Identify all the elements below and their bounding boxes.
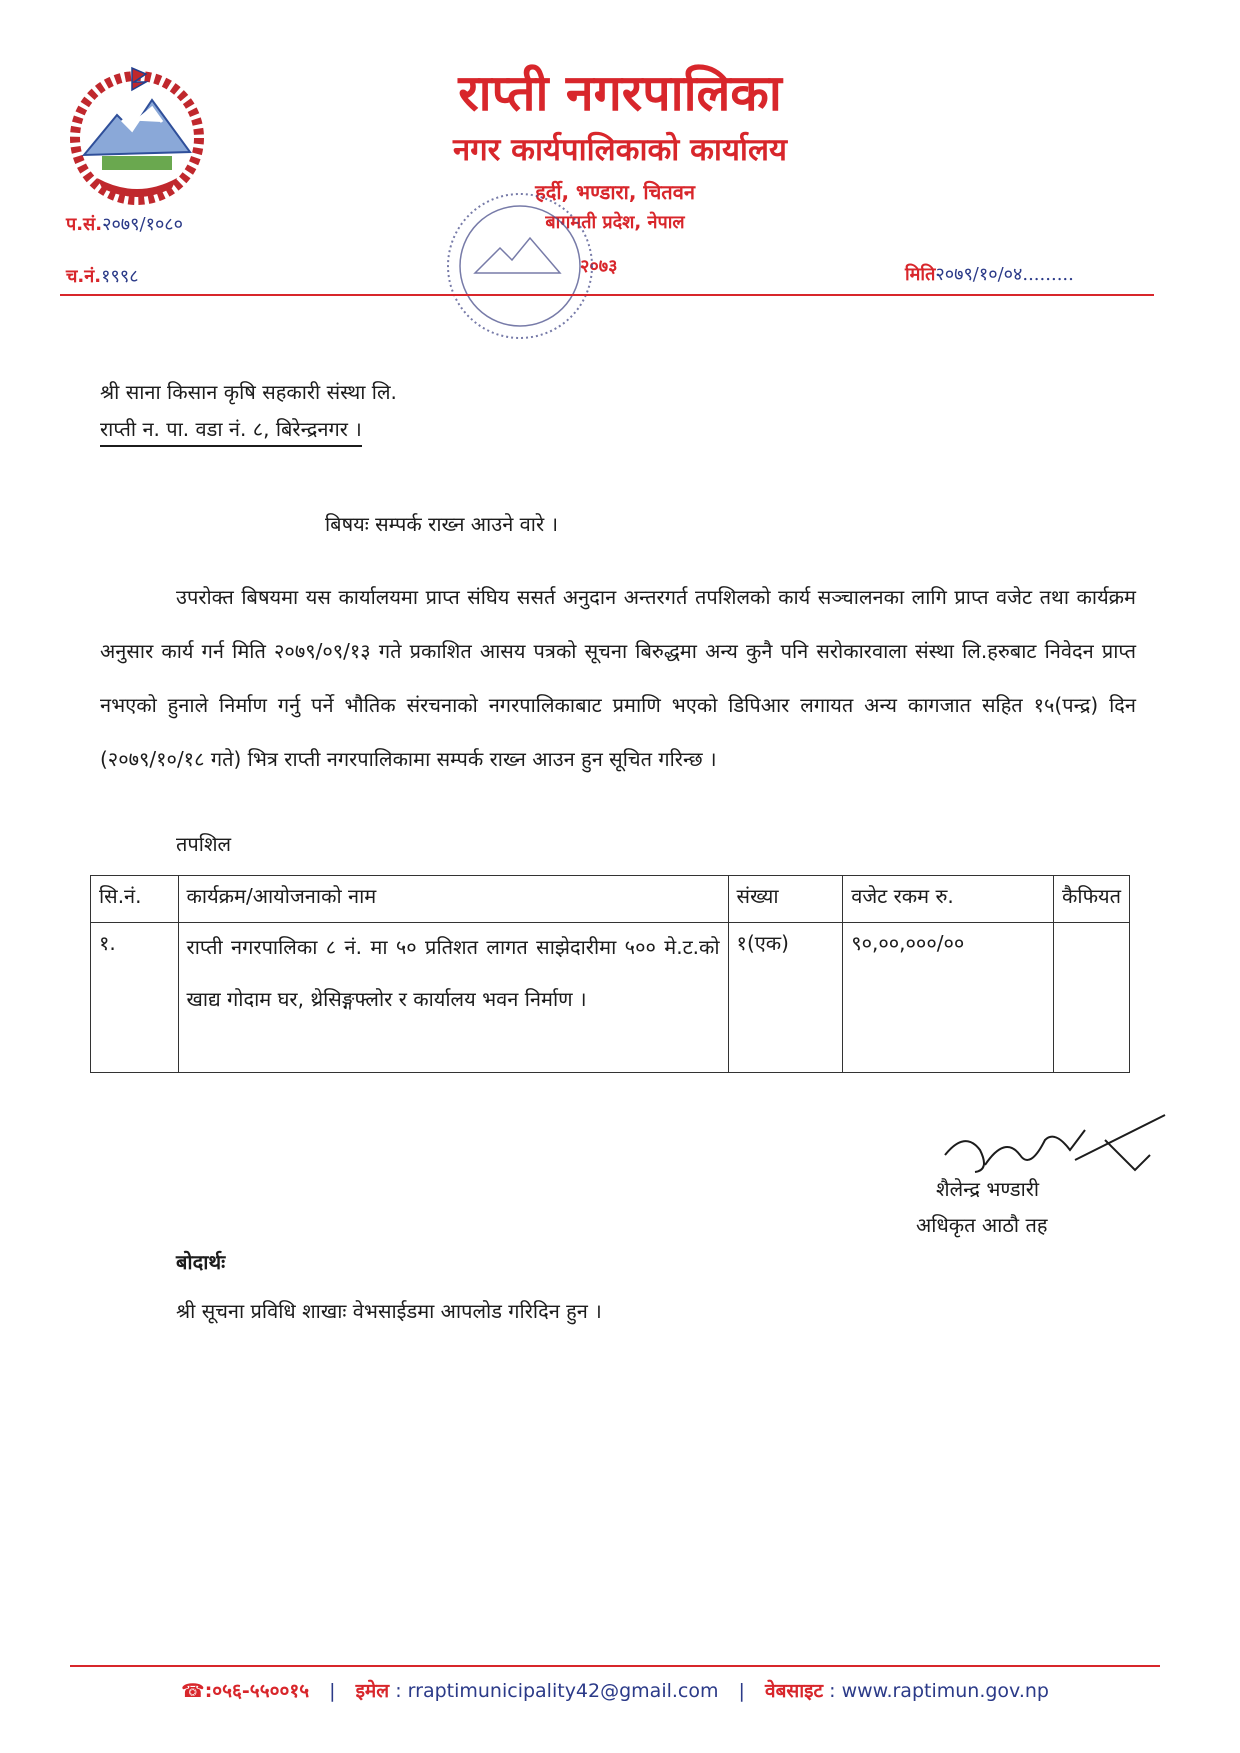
header-serial-number: सि.नं. bbox=[91, 876, 179, 923]
office-name: नगर कार्यपालिकाको कार्यालय bbox=[453, 132, 787, 168]
address-line-2: बागमती प्रदेश, नेपाल bbox=[545, 212, 685, 233]
cc-text: श्री सूचना प्रविधि शाखाः वेभसाईडमा आपलोड गरिदिन हुन । bbox=[176, 1299, 602, 1323]
footer-divider bbox=[70, 1665, 1160, 1667]
footer-email: : rraptimunicipality42@gmail.com bbox=[395, 1680, 719, 1702]
letter-subject: बिषयः सम्पर्क राख्न आउने वारे । bbox=[325, 512, 559, 536]
header-project-name: कार्यक्रम/आयोजनाको नाम bbox=[178, 876, 728, 923]
project-name-text: राप्ती नगरपालिका ८ नं. मा ५० प्रतिशत लागत साझेदारीमा ५०० मे.ट.को खाद्य गोदाम घर, थ्रेसिङ्गफ्लोर र कार्यालय भवन निर्माण । bbox=[186, 935, 720, 1011]
header-remarks: कैफियत bbox=[1054, 876, 1130, 923]
cell-project-name bbox=[178, 923, 728, 1073]
recipient-address: राप्ती न. पा. वडा नं. ८, बिरेन्द्रनगर । bbox=[100, 415, 362, 447]
letter-body-text: उपरोक्त बिषयमा यस कार्यालयमा प्राप्त संघिय ससर्त अनुदान अन्तरगर्त तपशिलको कार्य सञ्चालनका लागि प्राप्त वजेट तथा कार्यक्रम अनुसार कार्य गर्न मिति २०७९/०९/१३ गते प्रकाशित आसय पत्रको सूचना बिरुद्धमा अन्य कुनै पनि सरोकारवाला संस्था लि.हरुबाट निवेदन प्राप्त नभएको हुनाले निर्माण गर्नु पर्ने भौतिक संरचनाको नगरपालिकाबाट प्रमाणि भएको डिपिआर लगायत अन्य कागजात सहित १५(पन्द्र) दिन (२०७९/१०/१८ गते) भित्र राप्ती नगरपालिकामा सम्पर्क राख्न आउन हुन सूचित गरिन्छ । bbox=[100, 585, 1136, 771]
nepal-emblem-logo bbox=[62, 60, 212, 210]
cell-budget: ९०,००,०००/०० bbox=[843, 923, 1054, 1073]
table-header-row bbox=[91, 876, 1130, 923]
patra-sankhya-label: प.सं. bbox=[66, 214, 103, 235]
signatory-name: शैलेन्द्र भण्डारी bbox=[936, 1177, 1040, 1201]
recipient-name: श्री साना किसान कृषि सहकारी संस्था लि. bbox=[100, 380, 397, 404]
letter-body bbox=[100, 570, 1136, 786]
established-year: २०७३ bbox=[580, 256, 618, 277]
patra-sankhya bbox=[66, 212, 183, 236]
footer-email-label: इमेल bbox=[355, 1680, 390, 1702]
date-value: २०७९/१०/०४......... bbox=[935, 264, 1074, 285]
header-quantity: संख्या bbox=[728, 876, 843, 923]
footer-phone: :०५६-५५००१५ bbox=[204, 1680, 310, 1702]
cell-serial-number: १. bbox=[91, 923, 179, 1073]
signatory-designation: अधिकृत आठौ तह bbox=[916, 1213, 1048, 1237]
patra-sankhya-value: २०७९/१०८० bbox=[102, 214, 184, 235]
footer-separator: | bbox=[329, 1680, 336, 1702]
cell-remarks bbox=[1054, 923, 1130, 1073]
date-label: मिति bbox=[905, 264, 936, 285]
footer-contact bbox=[70, 1677, 1160, 1703]
letter-date bbox=[905, 262, 1074, 286]
footer-website-label: वेबसाइट bbox=[765, 1680, 824, 1702]
header-budget: वजेट रकम रु. bbox=[843, 876, 1054, 923]
chalani-number-label: च.नं. bbox=[66, 266, 102, 287]
phone-icon: ☎ bbox=[181, 1680, 205, 1702]
header-divider bbox=[60, 294, 1154, 296]
footer-separator: | bbox=[738, 1680, 745, 1702]
office-seal-stamp bbox=[430, 178, 610, 348]
cc-label: बोदार्थः bbox=[176, 1250, 226, 1274]
table-row bbox=[91, 923, 1130, 1073]
project-details-table bbox=[90, 875, 1130, 1073]
annex-label: तपशिल bbox=[176, 832, 232, 856]
address-line-1: हर्दी, भण्डारा, चितवन bbox=[535, 180, 695, 204]
chalani-number-value: १९९८ bbox=[101, 266, 139, 287]
cell-quantity: १(एक) bbox=[728, 923, 843, 1073]
chalani-number bbox=[66, 264, 139, 288]
footer-website: : www.raptimun.gov.np bbox=[829, 1680, 1049, 1702]
organization-name: राप्ती नगरपालिका bbox=[458, 64, 782, 122]
